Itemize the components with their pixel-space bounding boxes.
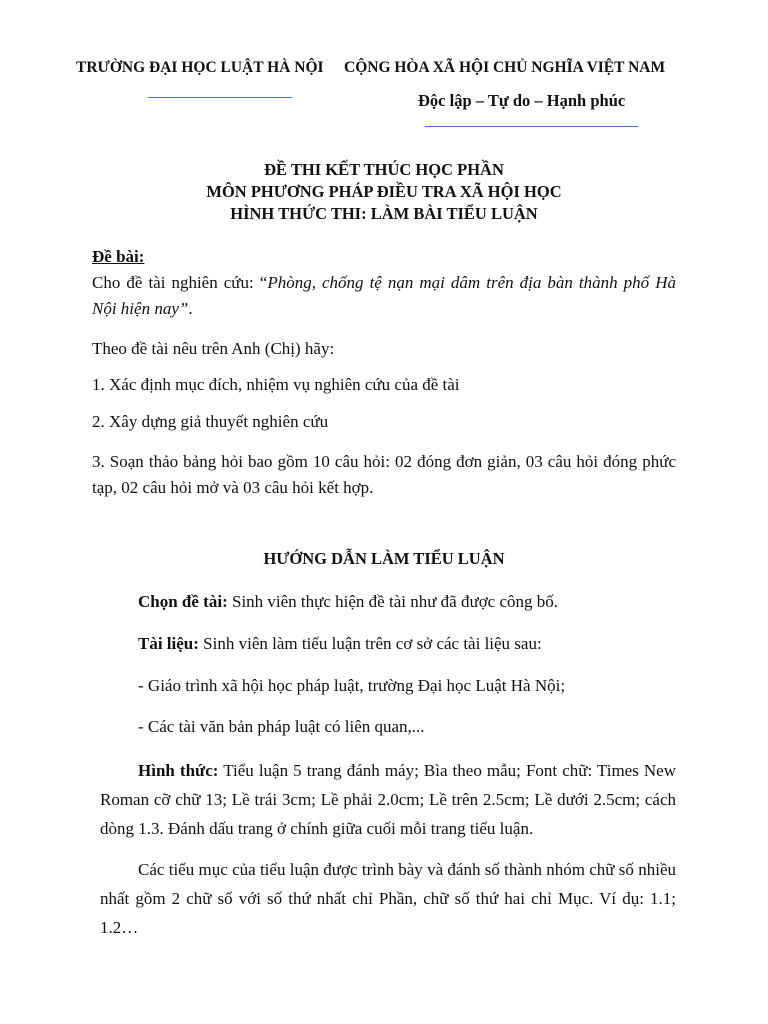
task-3: 3. Soạn thảo bảng hỏi bao gồm 10 câu hỏi: 02 đóng đơn giản, 03 câu hỏi đóng phức tạp, 02 câu hỏi mở và 03 câu hỏi kết hợp. <box>92 452 676 497</box>
exam-heading: Đề bài: <box>92 247 145 266</box>
intro-suffix: . <box>188 299 193 318</box>
guide-topic-label: Chọn đề tài: <box>138 592 228 611</box>
guide-format-text: Tiểu luận 5 trang đánh máy; Bìa theo mẫu; Font chữ: Times New Roman cỡ chữ 13; Lề trái 3cm; Lề phải 2.0cm; Lề trên 2.5cm; Lề dưới 2.5cm; cách dòng 1.3. Đánh dấu trang ở chính giữa cuối mỗi trang tiểu luận. <box>100 761 676 838</box>
research-topic: Phòng, chống tệ nạn mại dâm trên địa bàn thành phố Hà Nội hiện nay” <box>92 273 676 318</box>
exam-intro <box>92 270 676 322</box>
guide-format <box>100 756 676 843</box>
task-2: 2. Xây dựng giả thuyết nghiên cứu <box>92 412 329 431</box>
guide-numbering: Các tiểu mục của tiểu luận được trình bày và đánh số thành nhóm chữ số nhiều nhất gồm 2 chữ số với số thứ nhất chỉ Phần, chữ số thứ hai chỉ Mục. Ví dụ: 1.1; 1.2… <box>100 860 676 937</box>
exam-title-line-1: ĐỀ THI KẾT THÚC HỌC PHẦN <box>264 160 504 179</box>
guide-format-label: Hình thức: <box>138 761 219 780</box>
national-motto: Độc lập – Tự do – Hạnh phúc <box>418 91 626 110</box>
task-1: 1. Xác định mục đích, nhiệm vụ nghiên cứu của đề tài <box>92 375 460 394</box>
guide-topic <box>100 589 676 615</box>
guide-topic-text: Sinh viên thực hiện đề tài như đã được công bố. <box>227 592 559 611</box>
republic-name: CỘNG HÒA XÃ HỘI CHỦ NGHĨA VIỆT NAM <box>344 59 666 76</box>
school-underline <box>148 97 292 98</box>
motto-underline <box>425 126 638 127</box>
exam-instruction: Theo đề tài nêu trên Anh (Chị) hãy: <box>92 339 335 358</box>
intro-prefix: Cho đề tài nghiên cứu: “ <box>92 273 268 292</box>
exam-title-line-2: MÔN PHƯƠNG PHÁP ĐIỀU TRA XÃ HỘI HỌC <box>206 182 562 201</box>
guide-materials-label: Tài liệu: <box>138 634 199 653</box>
material-item-2: - Các tài văn bản pháp luật có liên quan,... <box>138 717 425 736</box>
guide-heading: HƯỚNG DẪN LÀM TIỂU LUẬN <box>263 549 505 568</box>
material-item-1: - Giáo trình xã hội học pháp luật, trường Đại học Luật Hà Nội; <box>138 676 566 695</box>
guide-materials <box>100 631 676 657</box>
school-name: TRƯỜNG ĐẠI HỌC LUẬT HÀ NỘI <box>76 59 324 76</box>
guide-materials-text: Sinh viên làm tiểu luận trên cơ sở các tài liệu sau: <box>198 634 542 653</box>
exam-title-line-3: HÌNH THỨC THI: LÀM BÀI TIỂU LUẬN <box>230 204 538 223</box>
